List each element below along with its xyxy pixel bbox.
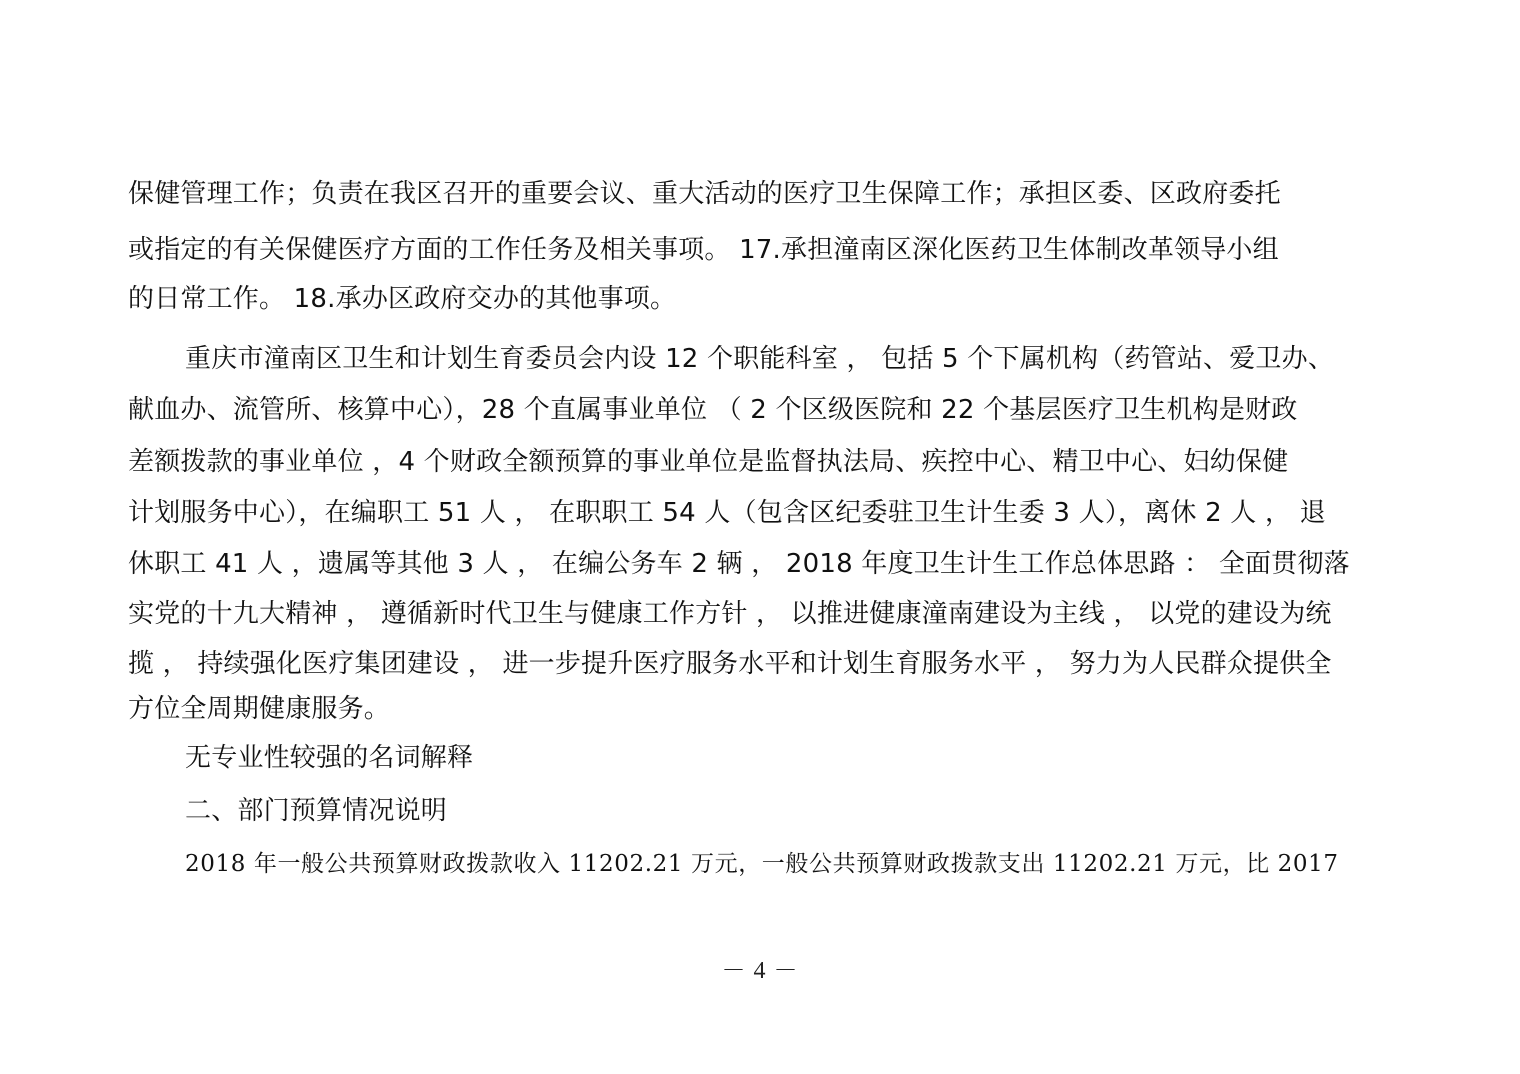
section-heading: 二、部门预算情况说明 xyxy=(185,796,448,826)
paragraph-start-line: 重庆市潼南区卫生和计划生育委员会内设 12 个职能科室 ， 包括 5 个下属机构（药管站、爱卫办、 xyxy=(185,344,1335,374)
body-text-line: 休职工 41 人 ，遗属等其他 3 人 ， 在编公务车 2 辆 ， 2018 年度卫生计生工作总体思路 ： 全面贯彻落 xyxy=(128,549,1350,579)
body-text-line: 保健管理工作；负责在我区召开的重要会议、重大活动的医疗卫生保障工作；承担区委、区政府委托 xyxy=(128,179,1281,209)
body-text-line: 实党的十九大精神 ， 遵循新时代卫生与健康工作方针 ， 以推进健康潼南建设为主线 ， 以党的建设为统 xyxy=(128,599,1332,629)
page-number: － 4 － xyxy=(721,958,799,984)
body-text-line: 献血办、流管所、核算中心），28 个直属事业单位 （ 2 个区级医院和 22 个基层医疗卫生机构是财政 xyxy=(128,395,1298,425)
glossary-note: 无专业性较强的名词解释 xyxy=(185,743,474,773)
body-text-line: 方位全周期健康服务。 xyxy=(128,694,391,724)
budget-text-line: 2018 年一般公共预算财政拨款收入 11202.21 万元，一般公共预算财政拨款支出 11202.21 万元，比 2017 xyxy=(185,851,1339,877)
body-text-line: 的日常工作。 18.承办区政府交办的其他事项。 xyxy=(128,284,677,314)
body-text-line: 差额拨款的事业单位 ，4 个财政全额预算的事业单位是监督执法局、疾控中心、精卫中心、妇幼保健 xyxy=(128,447,1289,477)
body-text-line: 揽 ， 持续强化医疗集团建设 ， 进一步提升医疗服务水平和计划生育服务水平 ， 努力为人民群众提供全 xyxy=(128,649,1332,679)
body-text-line: 计划服务中心），在编职工 51 人 ， 在职职工 54 人（包含区纪委驻卫生计生委 3 人），离休 2 人 ， 退 xyxy=(128,498,1326,528)
body-text-line: 或指定的有关保健医疗方面的工作任务及相关事项。 17.承担潼南区深化医药卫生体制改革领导小组 xyxy=(128,235,1279,265)
